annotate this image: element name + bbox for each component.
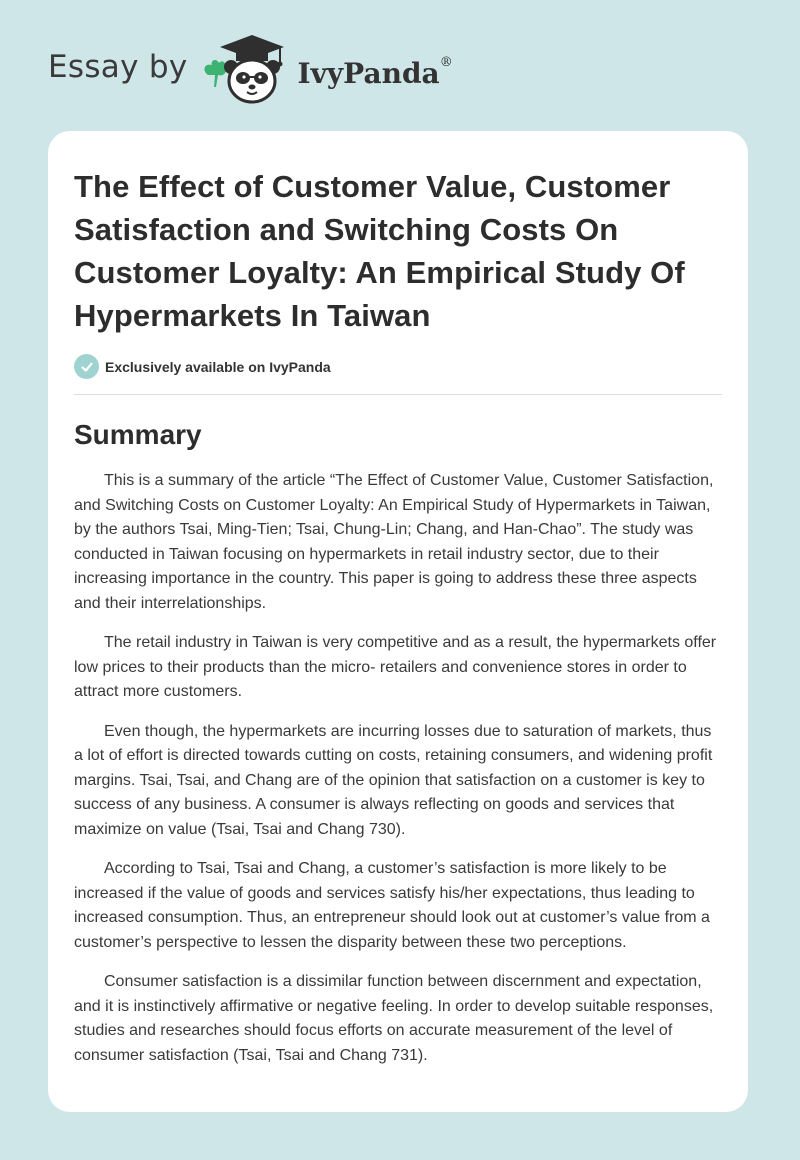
- divider: [74, 394, 722, 395]
- panda-graduate-icon: [200, 31, 292, 110]
- paragraph: Even though, the hypermarkets are incurring losses due to saturation of markets, thus a lot of effort is directed towards cutting on costs, retaining consumers, and widening profit margins. Tsai, Tsai, and Chang are of the opinion that satisfaction on a customer is key to success of any business. A consumer is always reflecting on goods and services that maximize on value (Tsai, Tsai and Chang 730).: [74, 722, 713, 838]
- exclusive-badge-label: Exclusively available on IvyPanda: [105, 358, 331, 375]
- paragraph: Consumer satisfaction is a dissimilar function between discernment and expectation, and it is instinctively affirmative or negative feeling. In order to develop suitable responses, studies and researches should focus efforts on accurate measurement of the level of consumer satisfaction (Tsai, Tsai and Chang 731).: [74, 973, 714, 1064]
- section-title: Summary: [74, 419, 202, 450]
- brand-text: IvyPanda: [297, 56, 440, 90]
- paragraph: According to Tsai, Tsai and Chang, a customer’s satisfaction is more likely to be increased if the value of goods and services satisfy his/her expectations, thus leading to increased consumption. Thus, an entrepreneur should look out at customer’s value from a customer’s perspective to lessen the disparity between these two perceptions.: [74, 860, 710, 951]
- exclusive-badge: [74, 354, 722, 379]
- essay-card: [48, 131, 748, 1112]
- registered-mark: ®: [439, 54, 453, 70]
- essay-by-label: Essay by: [48, 49, 188, 85]
- ivypanda-logo[interactable]: [200, 31, 453, 110]
- brand-name: [297, 54, 453, 90]
- checkmark-icon: [74, 354, 99, 379]
- essay-title: The Effect of Customer Value, Customer Satisfaction and Switching Costs On Customer Loyalty: An Empirical Study Of Hypermarkets In Taiwan: [74, 169, 685, 333]
- paragraph: The retail industry in Taiwan is very competitive and as a result, the hypermarkets offer low prices to their products than the micro- retailers and convenience stores in order to attract more customers.: [74, 634, 717, 700]
- paragraph: This is a summary of the article “The Effect of Customer Value, Customer Satisfaction, and Switching Costs on Customer Loyalty: An Empirical Study of Hypermarkets in Taiwan, by the authors Tsai, Ming-Tien; Tsai, Chung-Lin; Chang, and Han-Chao”. The study was conducted in Taiwan focusing on hypermarkets in retail industry sector, due to their increasing importance in the country. This paper is going to address these three aspects and their interrelationships.: [74, 472, 714, 612]
- site-header: [48, 34, 453, 106]
